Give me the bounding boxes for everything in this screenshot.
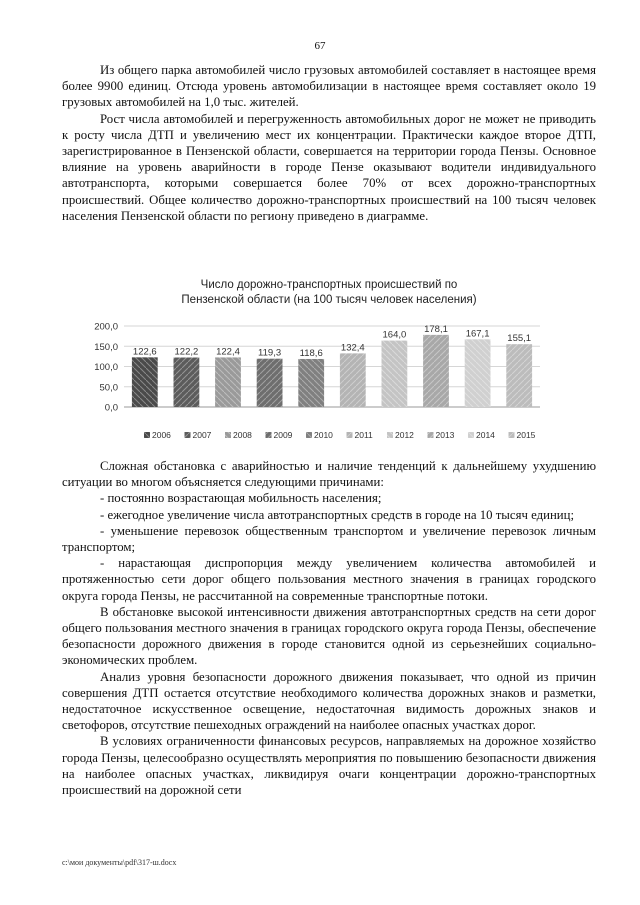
bar	[298, 359, 324, 407]
paragraph: Из общего парка автомобилей число грузовых автомобилей составляет в настоящее время более 9900 единиц. Отсюда уровень автомобилизации в настоящее время составляет около 19 грузовых автомобилей на 1,0 тыс. жителей.	[62, 63, 596, 110]
legend-label: 2012	[395, 430, 414, 440]
legend-swatch	[387, 432, 393, 438]
list-item: - уменьшение перевозок общественным транспортом и увеличение перевозок личным транспортом;	[62, 523, 596, 555]
data-label: 122,4	[216, 346, 240, 358]
y-tick-label: 0,0	[104, 402, 118, 414]
text-block-top	[62, 62, 596, 224]
text-block-bottom	[62, 458, 596, 798]
legend-label: 2006	[152, 430, 171, 440]
data-label: 122,6	[132, 346, 157, 358]
bar	[506, 344, 532, 407]
legend-swatch	[185, 432, 191, 438]
legend-label: 2009	[273, 430, 293, 440]
bar	[215, 357, 241, 407]
bar	[465, 339, 491, 407]
legend-label: 2014	[476, 430, 495, 440]
chart-plot	[62, 272, 596, 450]
footer-file-path: c:\мои документы\pdf\317-ш.docx	[62, 858, 177, 867]
legend-label: 2007	[192, 430, 212, 440]
y-tick-label: 50,0	[99, 382, 118, 394]
bar	[340, 353, 366, 407]
paragraph: Сложная обстановка с аварийностью и наличие тенденций к дальнейшему ухудшению ситуации во многом объясняется следующими причинами:	[62, 459, 596, 490]
data-label: 118,6	[299, 347, 323, 359]
data-label: 155,1	[507, 333, 532, 345]
legend-label: 2011	[354, 430, 373, 440]
list-item: - ежегодное увеличение числа автотранспортных средств в городе на 10 тысяч единиц;	[100, 507, 575, 522]
y-tick-label: 100,0	[94, 362, 118, 373]
legend-label: 2015	[516, 430, 536, 440]
page-number: 67	[314, 40, 326, 52]
legend-swatch	[509, 432, 515, 438]
legend-swatch	[347, 432, 353, 438]
legend-label: 2010	[314, 430, 333, 440]
chart-title-line2: Пензенской области (на 100 тысяч человек населения)	[181, 294, 477, 306]
legend-label: 2013	[435, 430, 455, 440]
legend-swatch	[144, 432, 150, 438]
chart-title-line1: Число дорожно-транспортных происшествий по	[200, 279, 458, 291]
legend-swatch	[468, 432, 474, 438]
legend-swatch	[225, 432, 231, 438]
data-label: 164,0	[382, 329, 407, 341]
list-item: - нарастающая диспропорция между увеличением количества автомобилей и протяженностью сети дорог общего пользования местного значения в границах городского округа города Пензы, не рассчитанной на современные транспортные потоки.	[62, 556, 596, 603]
y-tick-label: 150,0	[94, 341, 118, 353]
legend-swatch	[428, 432, 434, 438]
data-label: 178,1	[424, 323, 448, 335]
y-tick-label: 200,0	[94, 321, 118, 333]
bar	[174, 358, 200, 407]
paragraph: Анализ уровня безопасности дорожного движения показывает, что одной из причин совершения ДТП остается отсутствие необходимого количества дорожных знаков и разметки, недостаточное искусственное освещение, недостаточная видимость дорожных знаков и светофоров, отсутствие пешеходных ограждений на наиболее опасных участках дорог.	[62, 669, 596, 733]
legend-swatch	[266, 432, 272, 438]
paragraph: В условиях ограниченности финансовых ресурсов, направляемых на дорожное хозяйство города Пензы, целесообразно осуществлять мероприятия по повышению безопасности движения на наиболее опасных участках, ликвидируя очаги концентрации дорожно-транспортных происшествий на дорожной сети	[62, 734, 596, 798]
bar	[423, 335, 449, 407]
data-label: 132,4	[340, 342, 365, 354]
accident-chart	[62, 272, 596, 450]
list-item: - постоянно возрастающая мобильность населения;	[100, 491, 382, 506]
data-label: 167,1	[465, 328, 490, 340]
bar	[132, 357, 158, 407]
paragraph: В обстановке высокой интенсивности движения автотранспортных средств на сети дорог общего пользования местного значения в границах городского округа города Пензы, обеспечение безопасности дорожного движения в городе становится одной из серьезнейших социально-экономических проблем.	[62, 604, 596, 668]
bar	[382, 341, 408, 407]
legend-swatch	[306, 432, 312, 438]
data-label: 122,2	[174, 346, 199, 358]
bar	[257, 359, 283, 407]
data-label: 119,3	[258, 347, 282, 359]
legend-label: 2008	[233, 430, 252, 440]
paragraph: Рост числа автомобилей и перегруженность автомобильных дорог не может не приводить к росту числа ДТП и увеличению мест их концентрации. Практически каждое второе ДТП, зарегистрированное в Пензенской области, совершается на территории города Пензы. Основное влияние на уровень аварийности в городе Пензе оказывают водители индивидуального автотранспорта, которыми совершается более 70% от всех дорожно-транспортных происшествий. Общее количество дорожно-транспортных происшествий на 100 тысяч человек населения Пензенской области по региону приведено в диаграмме.	[62, 111, 596, 223]
